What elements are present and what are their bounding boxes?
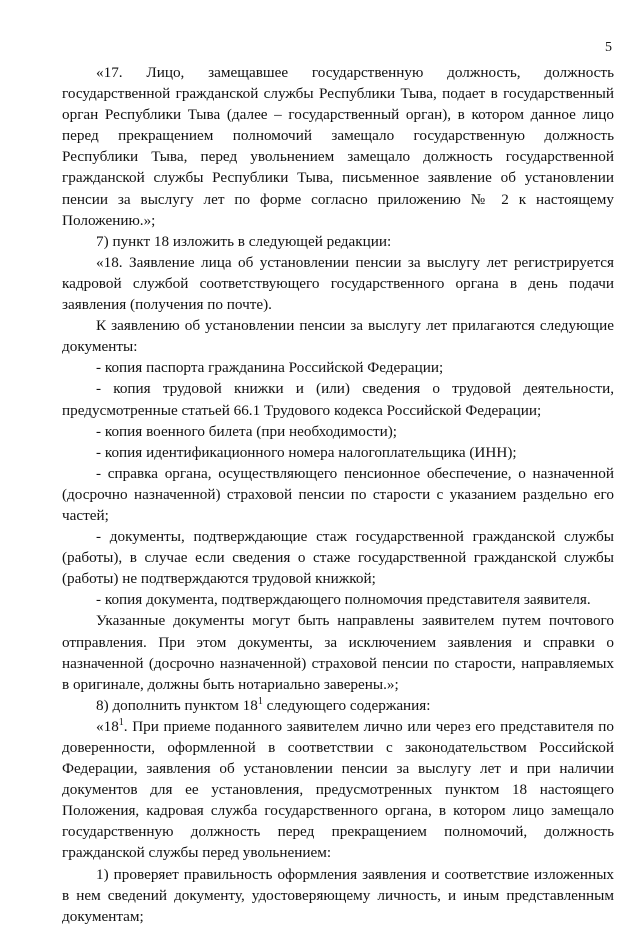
paragraph-17: «17. Лицо, замещавшее государственную должность, должность государственной гражданской службы Республики Тыва, подает в государственный орган Республики Тыва (далее – государственный орган), в котором данное лицо перед прекращением полномочий замещало государственную должность Республики Тыва, перед увольнением замещало должность государственной гражданской службы Республики Тыва, письменное заявление об установлении пенсии за выслугу лет по форме согласно приложению № 2 к настоящему Положению.»; — [62, 64, 614, 229]
list-item-passport: - копия паспорта гражданина Российской Федерации; — [96, 359, 444, 377]
list-item-service-documents: - документы, подтверждающие стаж государственной гражданской службы (работы), в случае если сведения о стаже государственной гражданской службы (работы) не подтверждаются трудовой книжкой; — [62, 528, 614, 588]
superscript-1: 1 — [118, 716, 124, 728]
list-item-military-id: - копия военного билета (при необходимости); — [96, 422, 398, 440]
list-item-representative-authority: - копия документа, подтверждающего полномочия представителя заявителя. — [96, 591, 591, 609]
paragraph-postal-submission: Указанные документы могут быть направлены заявителем путем почтового отправления. При этом документы, за исключением заявления и справки о назначенной (досрочно назначенной) страховой пенсии по старости, направляемых в оригинале, должны быть нотариально заверены.»; — [62, 612, 614, 693]
paragraph-18-attachments-intro: К заявлению об установлении пенсии за выслугу лет прилагаются следующие документы: — [62, 317, 614, 356]
paragraph-18-1-text: . При приеме поданного заявителем лично или через его представителя по доверенности, оформленной в соответствии с законодательством Российской Федерации, заявления об установлении пенсии за выслугу лет и при наличии документов для ее установления, предусмотренных пунктом 18 настоящего Положения, кадровая служба государственного органа, в котором лицо замещало государственную должность перед прекращением полномочий, должность гражданской службы перед увольнением: — [62, 717, 614, 862]
paragraph-8-text-start: 8) дополнить пунктом 18 — [96, 696, 258, 714]
list-item-pension-certificate: - справка органа, осуществляющего пенсионное обеспечение, о назначенной (досрочно назначенной) страховой пенсии по старости с указанием раздельно его частей; — [62, 464, 614, 524]
paragraph-8-item — [62, 695, 614, 716]
document-body — [62, 62, 614, 927]
superscript-1: 1 — [257, 695, 263, 707]
paragraph-18-1 — [62, 716, 614, 864]
paragraph-18-1-subitem-1: 1) проверяет правильность оформления заявления и соответствие изложенных в нем сведений документу, удостоверяющему личность, и иным представленным документам; — [62, 865, 614, 925]
paragraph-18-1-number: «18 — [96, 717, 119, 735]
paragraph-8-text-end: следующего содержания: — [262, 696, 431, 714]
page-number: 5 — [605, 40, 612, 55]
paragraph-18: «18. Заявление лица об установлении пенсии за выслугу лет регистрируется кадровой службой соответствующего государственного органа в день подачи заявления (получения по почте). — [62, 253, 614, 314]
list-item-inn: - копия идентификационного номера налогоплательщика (ИНН); — [96, 443, 517, 461]
paragraph-7-item: 7) пункт 18 изложить в следующей редакции: — [96, 232, 392, 250]
list-item-work-book: - копия трудовой книжки и (или) сведения о трудовой деятельности, предусмотренные статьей 66.1 Трудового кодекса Российской Федерации; — [62, 380, 614, 419]
